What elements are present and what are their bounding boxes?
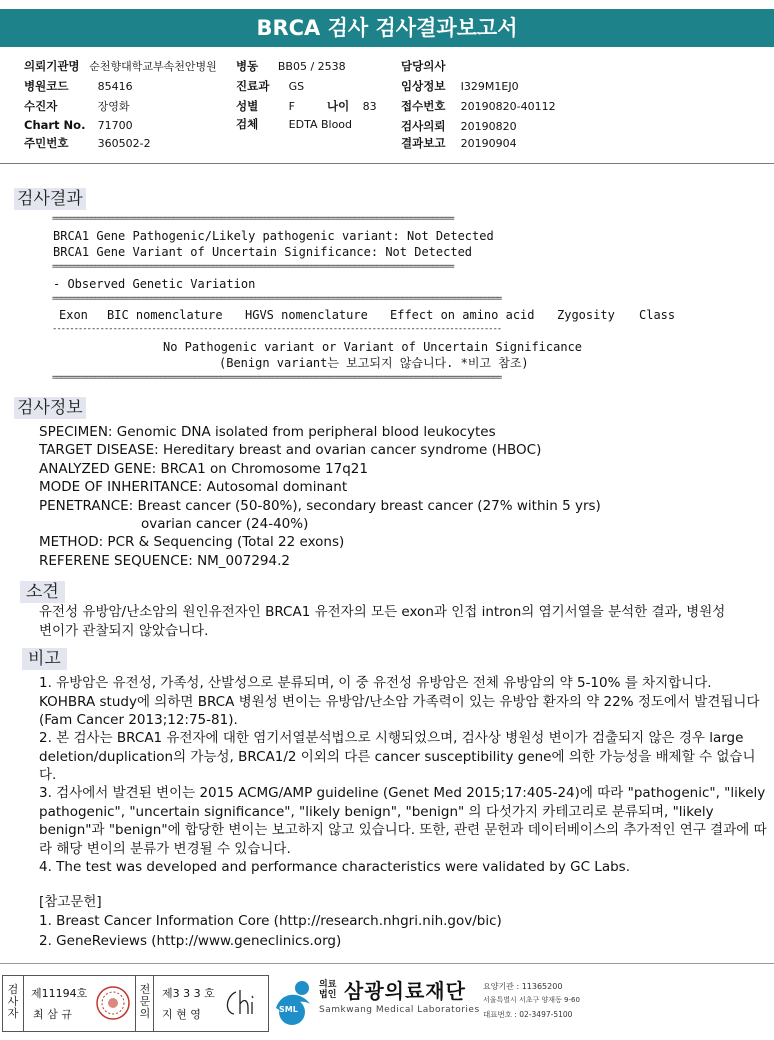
age-row — [327, 98, 377, 114]
org-name: 삼광의료재단 — [344, 979, 466, 1003]
pathogenic-result: BRCA1 Gene Pathogenic/Likely pathogenic variant: Not Detected — [53, 229, 494, 243]
hospital-code-label: 병원코드 — [24, 79, 69, 93]
target-disease-info: TARGET DISEASE: Hereditary breast and ovarian cancer syndrome (HBOC) — [39, 442, 542, 458]
hospital-code-row — [24, 78, 133, 94]
doctor-row — [401, 58, 449, 74]
report-title: BRCA 검사 검사결과보고서 — [0, 9, 774, 47]
patient-label: 수진자 — [24, 99, 58, 113]
table-header-divider: -------------------------------------------------------------------------------------------------------- — [52, 324, 502, 334]
remark-item: 2. 본 검사는 BRCA1 유전자에 대한 염기서열분석법으로 시행되었으며, 검사상 병원성 변이가 검출되지 않은 경우 large deletion/duplication의 가능성, BRCA1/2 이외의 다른 cancer susceptibility gene에 의한 가능성을 배제할 수 없습니다. — [39, 730, 756, 783]
sex-value: F — [288, 100, 295, 113]
org-type: 의료 법인 — [319, 980, 337, 1000]
specimen-info: SPECIMEN: Genomic DNA isolated from peripheral blood leukocytes — [39, 424, 496, 440]
result-separator: ============================================================================================= — [52, 262, 454, 272]
chart-row — [24, 118, 133, 132]
column-header: Zygosity — [557, 308, 615, 322]
clinical-label: 임상정보 — [401, 79, 446, 93]
examiner-label: 검사자 — [7, 983, 19, 1020]
vus-result: BRCA1 Gene Variant of Uncertain Significance: Not Detected — [53, 245, 473, 259]
column-header: BIC nomenclature — [107, 308, 223, 322]
signature-box — [2, 975, 269, 1032]
doctor-label: 담당의사 — [401, 59, 446, 73]
remark-item: 3. 검사에서 발견된 변이는 2015 ACMG/AMP guideline (Genet Med 2015;17:405-24)에 따라 "pathogenic", "likely pathogenic", "uncertain significance", "likely benign", "benign" 의 다섯가지 카테고리로 분류되며, "likely benign"과 "benign"에 합당한 변이는 보고하지 않고 있습니다. 또한, 관련 문헌과 데이터베이스의 추가적인 연구 결과에 따라 해당 변이의 분류가 변경될 수 있습니다. — [39, 785, 767, 857]
specialist-name: 지 현 영 — [162, 1008, 201, 1021]
column-header: Exon — [59, 308, 88, 322]
request-value: 20190820 — [460, 120, 517, 133]
reception-label: 접수번호 — [401, 99, 446, 113]
penetrance-ovarian-info: ovarian cancer (24-40%) — [141, 516, 309, 532]
request-label: 검사의뢰 — [401, 119, 446, 133]
header-divider — [0, 163, 774, 164]
reception-row — [401, 98, 556, 114]
specialist-label: 전문의 — [139, 983, 151, 1020]
dept-value: GS — [288, 80, 305, 93]
specimen-value: EDTA Blood — [288, 118, 353, 131]
reference-sequence-info: REFERENE SEQUENCE: NM_007294.2 — [39, 553, 290, 569]
remark-item: 1. 유방암은 유전성, 가족성, 산발성으로 분류되며, 이 중 유전성 유방암은 전체 유방암의 약 5-10% 를 차지합니다. KOHBRA study에 의하면 BRCA 병원성 변이는 유방암/난소암 가족력이 있는 유방암 환자의 약 22% 정도에서 발견됩니다 (Fam Cancer 2013;12:75-81). — [39, 675, 760, 728]
clinical-value: I329M1EJ0 — [460, 80, 519, 93]
finding-text: 유전성 유방암/난소암의 원인유전자인 BRCA1 유전자의 모든 exon과 인접 intron의 염기서열을 분석한 결과, 병원성 변이가 관찰되지 않았습니다. — [39, 604, 726, 639]
patient-row — [24, 98, 130, 114]
remark-item: 4. The test was developed and performance characteristics were validated by GC Labs. — [39, 859, 630, 875]
benign-note: (Benign variant는 보고되지 않습니다. *비고 참조) — [219, 356, 529, 370]
column-header: Class — [639, 308, 676, 322]
column-header: HGVS nomenclature — [245, 308, 368, 322]
table-bottom-border: ======================================================================================================== — [52, 373, 502, 383]
ward-label: 병동 — [236, 59, 259, 73]
table-top-border: ======================================================================================================== — [52, 294, 502, 304]
request-row — [401, 118, 517, 134]
analyzed-gene-info: ANALYZED GENE: BRCA1 on Chromosome 17q21 — [39, 461, 368, 477]
patient-value: 장영화 — [97, 100, 130, 113]
info-section-title: 검사정보 — [14, 397, 86, 419]
remarks-section-title: 비고 — [22, 648, 67, 670]
specialist-signature — [222, 986, 262, 1020]
resident-row — [24, 135, 151, 151]
dept-label: 진료과 — [236, 79, 270, 93]
logo-text: SML — [279, 1005, 298, 1014]
institution-label: 의뢰기관명 — [24, 59, 80, 73]
resident-label: 주민번호 — [24, 136, 69, 150]
sex-label: 성별 — [236, 99, 259, 113]
column-header: Effect on amino acid — [390, 308, 535, 322]
resident-value: 360502-2 — [97, 137, 151, 150]
age-value: 83 — [362, 100, 377, 113]
specimen-label: 검체 — [236, 117, 259, 131]
reception-value: 20190820-40112 — [460, 100, 556, 113]
inheritance-info: MODE OF INHERITANCE: Autosomal dominant — [39, 479, 348, 495]
examiner-license: 제11194호 — [31, 987, 88, 1000]
clinical-row — [401, 78, 519, 94]
observed-variation-heading: - Observed Genetic Variation — [53, 277, 256, 291]
org-english-name: Samkwang Medical Laboratories — [319, 1005, 480, 1015]
specialist-license: 제3 3 3 호 — [162, 987, 215, 1000]
finding-section-title: 소견 — [20, 581, 65, 603]
institution-value: 순천향대학교부속천안병원 — [89, 60, 217, 73]
reference-item: 2. GeneReviews (http://www.geneclinics.org) — [39, 933, 342, 949]
result-separator: ============================================================================================= — [52, 214, 454, 224]
chart-label: Chart No. — [24, 118, 86, 132]
report-date-label: 결과보고 — [401, 136, 446, 150]
sml-logo-icon — [272, 978, 316, 1028]
reference-item: 1. Breast Cancer Information Core (http://research.nhgri.nih.gov/bic) — [39, 913, 502, 929]
org-phone: 대표번호 : 02-3497-5100 — [483, 1010, 573, 1019]
institution-row — [24, 58, 217, 74]
hospital-code-value: 85416 — [97, 80, 133, 93]
ward-row — [236, 58, 346, 74]
method-info: METHOD: PCR & Sequencing (Total 22 exons) — [39, 534, 345, 550]
no-variant-text: No Pathogenic variant or Variant of Uncertain Significance — [163, 340, 583, 354]
penetrance-info: PENETRANCE: Breast cancer (50-80%), secondary breast cancer (27% within 5 yrs) — [39, 498, 601, 514]
result-section-title: 검사결과 — [14, 188, 86, 210]
org-code: 요양기관 : 11365200 — [483, 982, 563, 991]
report-date-row — [401, 135, 517, 151]
report-date-value: 20190904 — [460, 137, 517, 150]
age-label: 나이 — [327, 99, 350, 113]
ward-value: BB05 / 2538 — [277, 60, 346, 73]
examiner-seal — [94, 983, 132, 1023]
references-heading: [참고문헌] — [39, 894, 102, 910]
org-address: 서울특별시 서초구 양재동 9-60 — [483, 996, 580, 1004]
sex-row — [236, 98, 295, 114]
dept-row — [236, 78, 304, 94]
chart-value: 71700 — [97, 119, 133, 132]
footer-divider — [0, 963, 774, 964]
specimen-row — [236, 116, 352, 132]
examiner-name: 최 삼 규 — [33, 1008, 72, 1021]
